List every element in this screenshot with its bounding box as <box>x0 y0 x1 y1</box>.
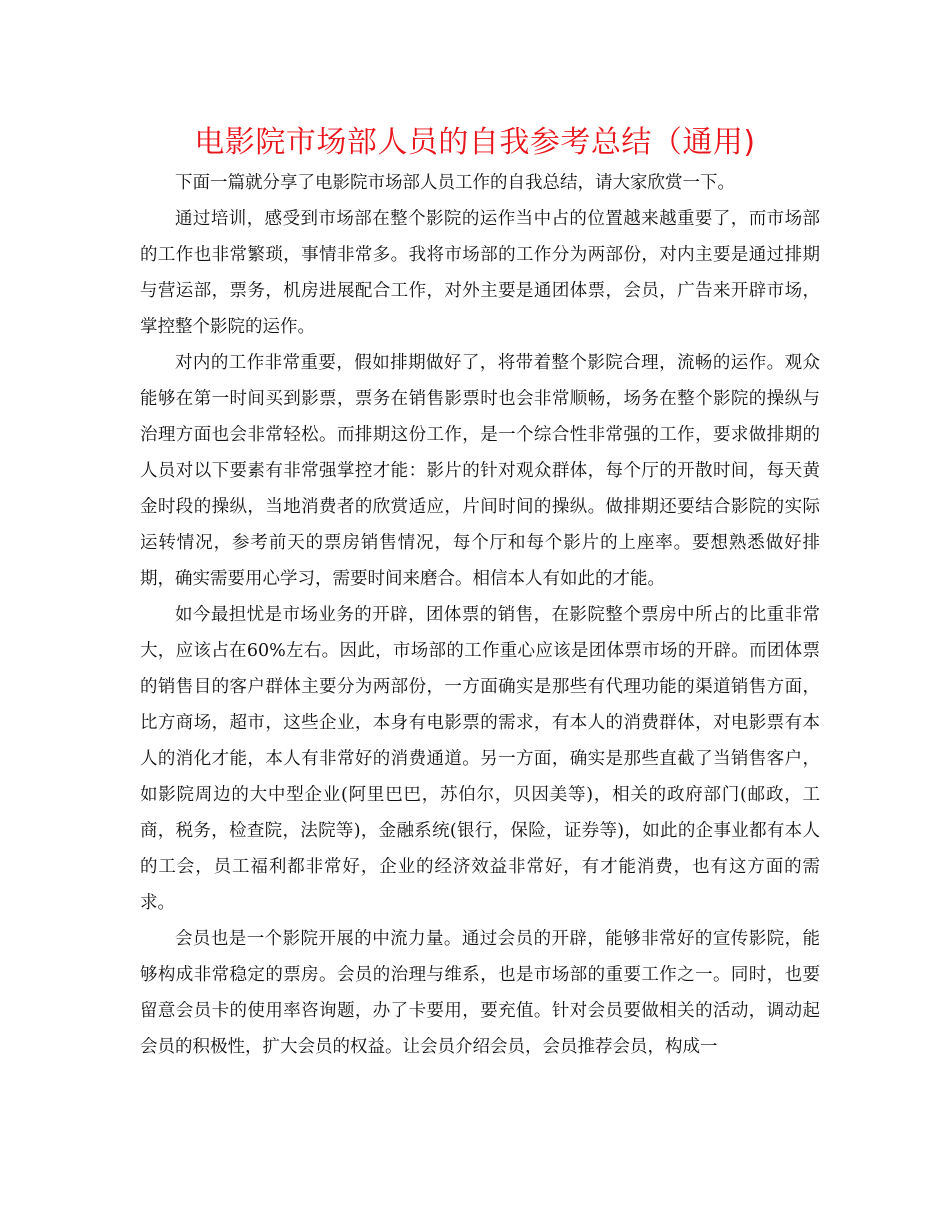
paragraph-overview: 通过培训，感受到市场部在整个影院的运作当中占的位置越来越重要了，而市场部的工作也非常繁琐，事情非常多。我将市场部的工作分为两部份，对内主要是通过排期与营运部，票务，机房进展配合工作，对外主要是通团体票，会员，广告来开辟市场，掌控整个影院的运作。 <box>140 209 820 337</box>
paragraph-members: 会员也是一个影院开展的中流力量。通过会员的开辟，能够非常好的宣传影院，能够构成非常稳定的票房。会员的治理与维系，也是市场部的重要工作之一。同时，也要留意会员卡的使用率咨询题，办了卡要用，要充值。针对会员要做相关的活动，调动起会员的积极性，扩大会员的权益。让会员介绍会员，会员推荐会员，构成一 <box>140 929 820 1057</box>
paragraph-intro: 下面一篇就分享了电影院市场部人员工作的自我总结，请大家欣赏一下。 <box>175 173 735 193</box>
document-body <box>140 165 820 1065</box>
paragraph-internal-work: 对内的工作非常重要，假如排期做好了，将带着整个影院合理，流畅的运作。观众能够在第一时间买到影票，票务在销售影票时也会非常顺畅，场务在整个影院的操纵与治理方面也会非常轻松。而排期这份工作，是一个综合性非常强的工作，要求做排期的人员对以下要素有非常强掌控才能：影片的针对观众群体，每个厅的开散时间，每天黄金时段的操纵，当地消费者的欣赏适应，片间时间的操纵。做排期还要结合影院的实际运转情况，参考前天的票房销售情况，每个厅和每个影片的上座率。要想熟悉做好排期，确实需要用心学习，需要时间来磨合。相信本人有如此的才能。 <box>140 353 820 589</box>
paragraph-group-tickets: 如今最担忧是市场业务的开辟，团体票的销售，在影院整个票房中所占的比重非常大，应该占在60%左右。因此，市场部的工作重心应该是团体票市场的开辟。而团体票的销售目的客户群体主要分为两部份，一方面确实是那些有代理功能的渠道销售方面，比方商场，超市，这些企业，本身有电影票的需求，有本人的消费群体，对电影票有本人的消化才能，本人有非常好的消费通道。另一方面，确实是那些直截了当销售客户，如影院周边的大中型企业(阿里巴巴，苏伯尔，贝因美等)，相关的政府部门(邮政，工商，税务，检查院，法院等)，金融系统(银行，保险，证券等)，如此的企事业都有本人的工会，员工福利都非常好，企业的经济效益非常好，有才能消费，也有这方面的需求。 <box>140 605 820 913</box>
document-title: 电影院市场部人员的自我参考总结（通用) <box>194 125 756 160</box>
